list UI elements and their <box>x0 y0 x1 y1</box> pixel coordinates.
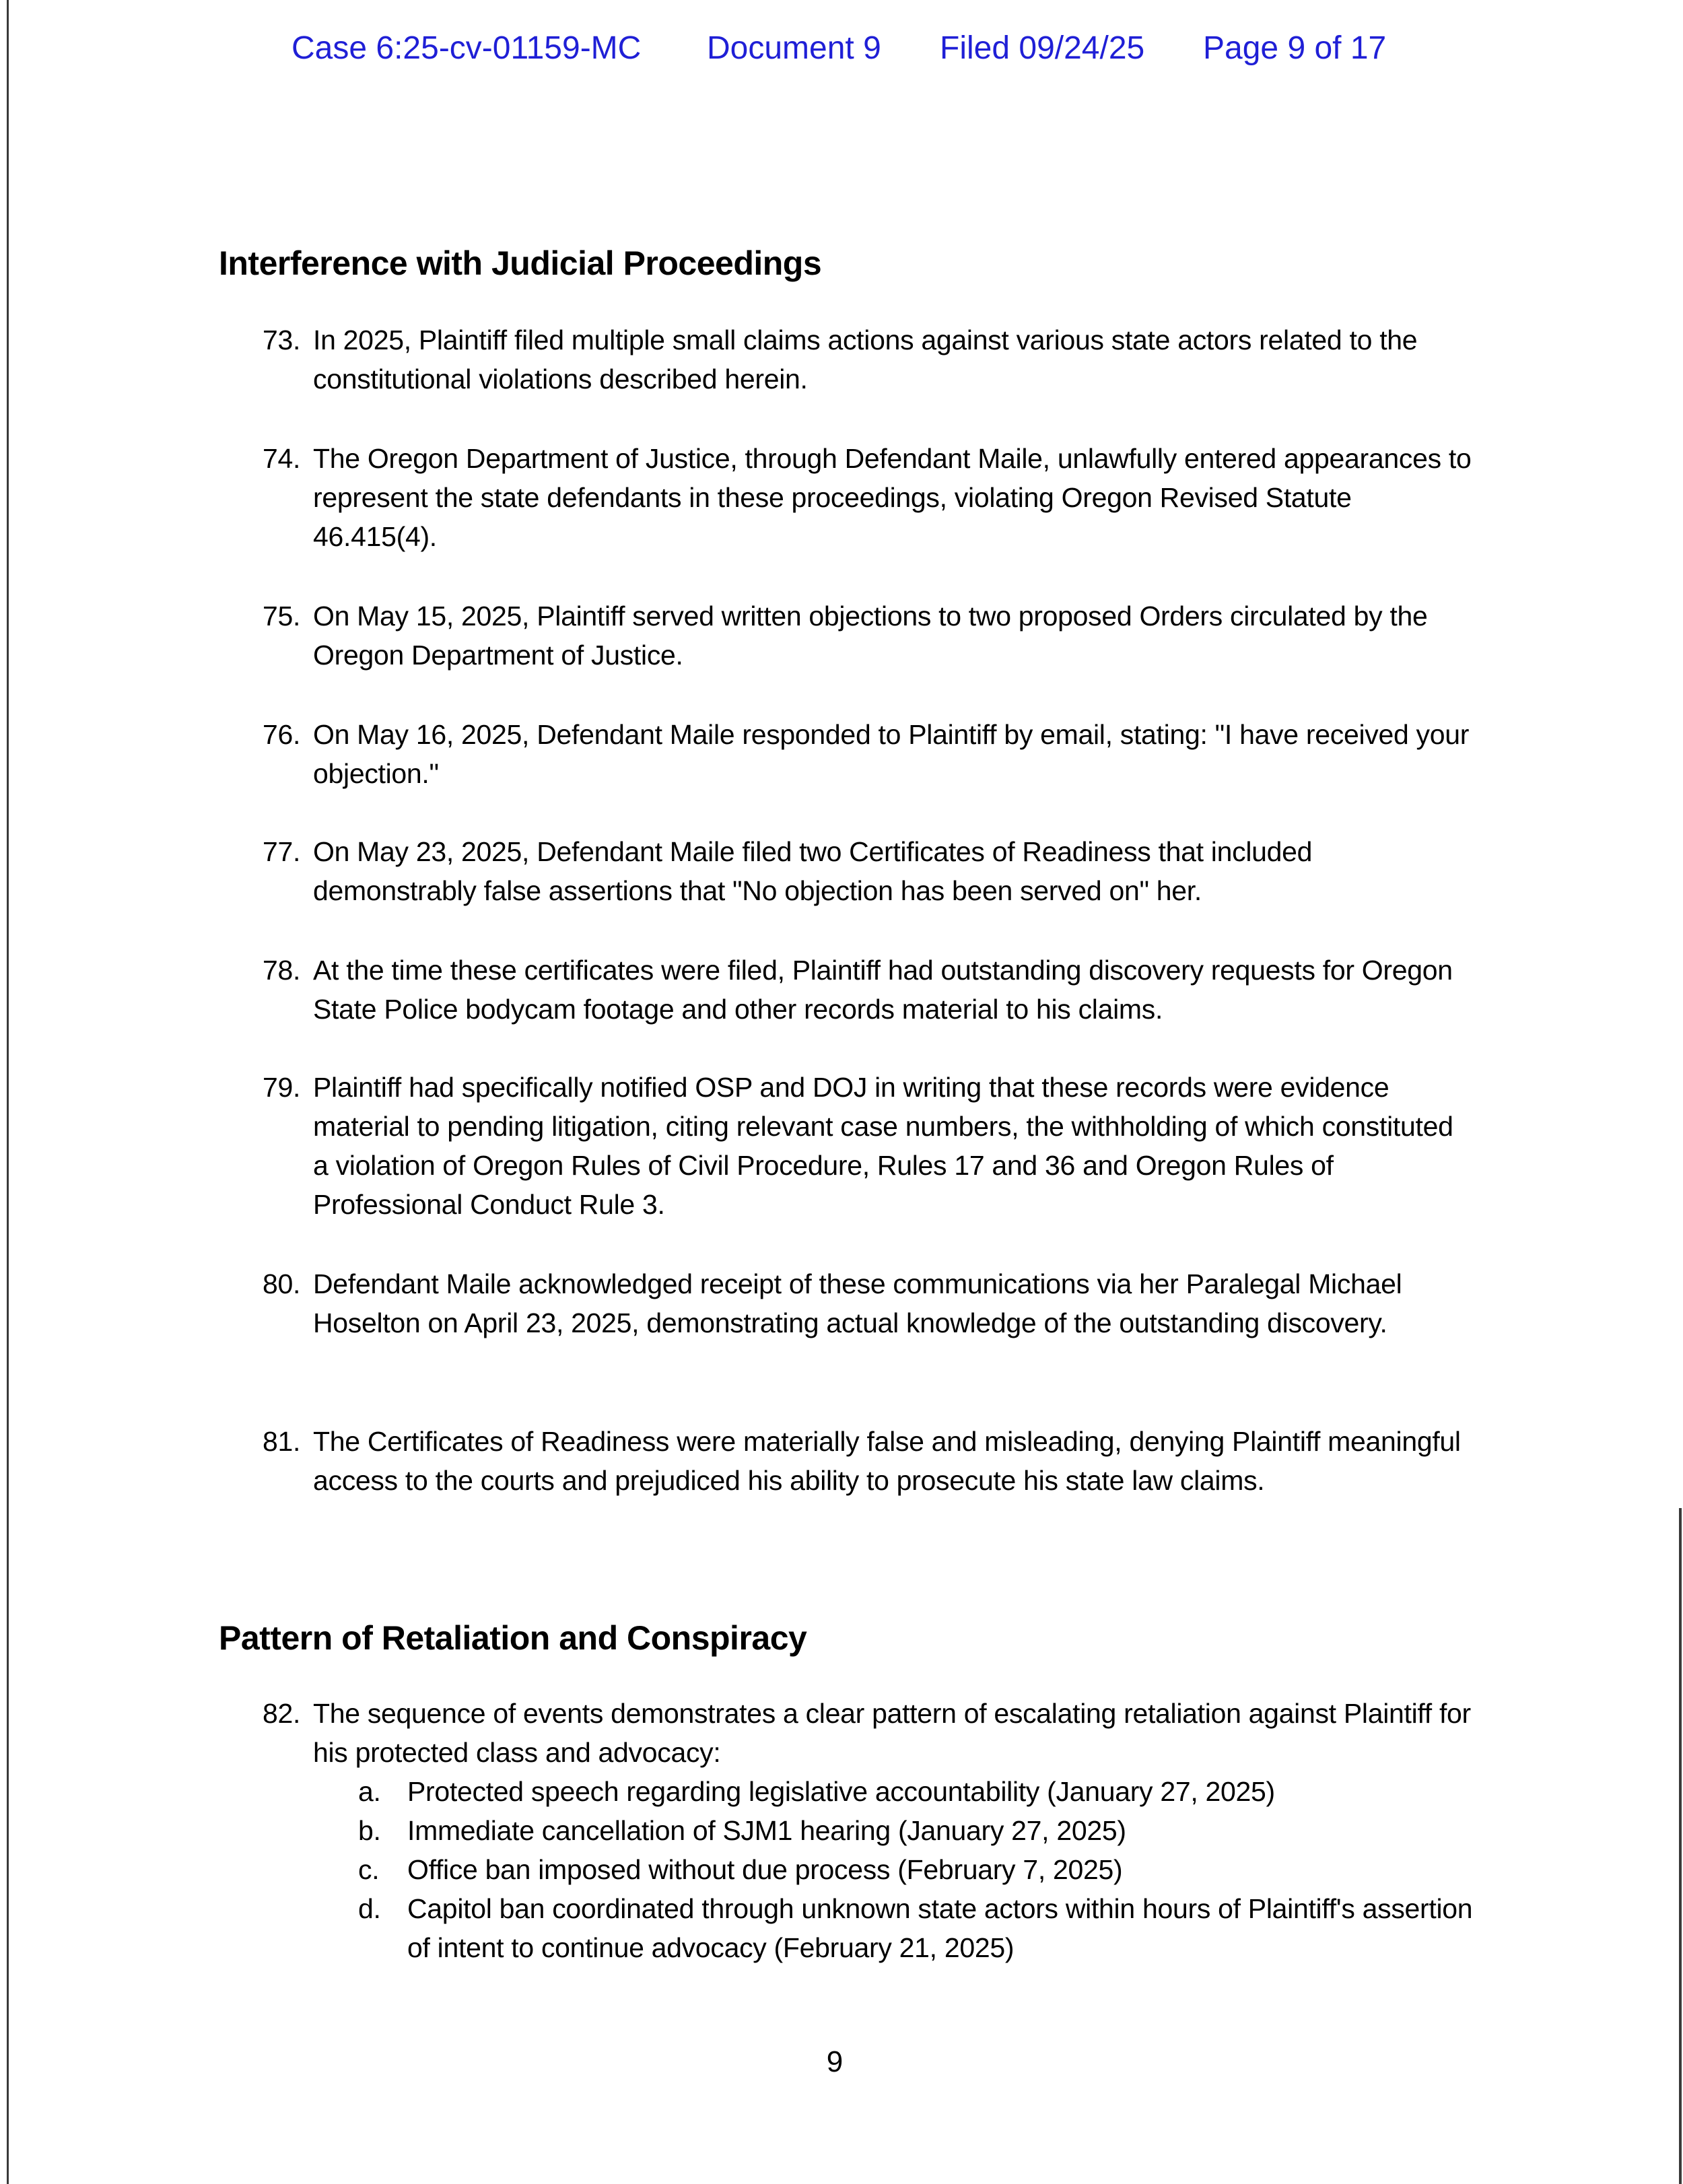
paragraph-text: The sequence of events demonstrates a clear pattern of escalating retaliation against Plaintiff for his protected class and advocacy: <box>313 1698 1471 1768</box>
section-heading: Pattern of Retaliation and Conspiracy <box>219 1619 807 1657</box>
paragraph-number: 76. <box>263 719 301 750</box>
scan-edge-left <box>7 0 9 2184</box>
paragraph-text: Defendant Maile acknowledged receipt of these communications via her Paralegal Michael Hoselton on April 23, 2025, demonstrating actual knowledge of the outstanding discovery. <box>313 1268 1402 1338</box>
paragraph <box>263 1068 1474 1224</box>
list-item-letter: a. <box>358 1776 381 1807</box>
paragraph <box>263 596 1474 675</box>
list-item-text: Protected speech regarding legislative accountability (January 27, 2025) <box>407 1776 1275 1807</box>
paragraph-text: The Certificates of Readiness were materially false and misleading, denying Plaintiff meaningful access to the courts and prejudiced his ability to prosecute his state law claims. <box>313 1426 1461 1496</box>
paragraph-number: 73. <box>263 325 301 355</box>
paragraph-number: 80. <box>263 1268 301 1299</box>
paragraph <box>263 1422 1474 1500</box>
paragraph-text: The Oregon Department of Justice, through Defendant Maile, unlawfully entered appearances to represent the state defendants in these proceedings, violating Oregon Revised Statute 46.415(4). <box>313 443 1472 552</box>
paragraph-number: 82. <box>263 1698 301 1729</box>
list-item <box>263 1772 1474 1811</box>
paragraph-number: 74. <box>263 443 301 474</box>
list-item <box>263 1850 1474 1889</box>
paragraph-text: At the time these certificates were filed, Plaintiff had outstanding discovery requests for Oregon State Police bodycam footage and other records material to his claims. <box>313 955 1453 1025</box>
list-item-letter: d. <box>358 1893 381 1924</box>
section-heading: Interference with Judicial Proceedings <box>219 244 822 282</box>
paragraph <box>263 439 1474 556</box>
list-item <box>263 1889 1474 1967</box>
header-page-count: Page 9 of 17 <box>1203 30 1387 66</box>
header-document-number: Document 9 <box>707 30 881 66</box>
paragraph <box>263 832 1474 910</box>
retaliation-timeline-list <box>263 1772 1474 1967</box>
paragraph <box>263 1694 1474 1967</box>
header-filed-date: Filed 09/24/25 <box>940 30 1145 66</box>
paragraph-number: 77. <box>263 836 301 867</box>
court-filing-header <box>0 30 1683 74</box>
paragraph-text: In 2025, Plaintiff filed multiple small claims actions against various state actors related to the constitutional violations described herein. <box>313 325 1418 395</box>
list-item-letter: c. <box>358 1854 380 1885</box>
list-item-text: Office ban imposed without due process (February 7, 2025) <box>407 1854 1123 1885</box>
paragraph-text: On May 15, 2025, Plaintiff served written objections to two proposed Orders circulated by the Oregon Department of Justice. <box>313 601 1428 671</box>
list-item-text: Immediate cancellation of SJM1 hearing (January 27, 2025) <box>407 1815 1126 1846</box>
list-item <box>263 1811 1474 1850</box>
paragraph-number: 78. <box>263 955 301 986</box>
scan-edge-right <box>1679 1508 1682 2184</box>
list-item-text: Capitol ban coordinated through unknown state actors within hours of Plaintiff's assertion of intent to continue advocacy (February 21, 2025) <box>407 1893 1473 1963</box>
paragraph <box>263 715 1474 793</box>
paragraph-text: On May 16, 2025, Defendant Maile responded to Plaintiff by email, stating: "I have received your objection." <box>313 719 1470 789</box>
paragraph-text: Plaintiff had specifically notified OSP and DOJ in writing that these records were evidence material to pending litigation, citing relevant case numbers, the withholding of which constituted a violation of Oregon Rules of Civil Procedure, Rules 17 and 36 and Oregon Rules of Professional Conduct Rule 3. <box>313 1072 1453 1220</box>
list-item-letter: b. <box>358 1815 381 1846</box>
paragraph-number: 75. <box>263 601 301 632</box>
header-case-number: Case 6:25-cv-01159-MC <box>291 30 642 66</box>
paragraph-number: 81. <box>263 1426 301 1457</box>
paragraph <box>263 951 1474 1029</box>
paragraph <box>263 1264 1474 1342</box>
paragraph-number: 79. <box>263 1072 301 1103</box>
paragraph-text: On May 23, 2025, Defendant Maile filed two Certificates of Readiness that included demonstrably false assertions that "No objection has been served on" her. <box>313 836 1313 906</box>
paragraph <box>263 320 1474 399</box>
page-number: 9 <box>826 2045 844 2078</box>
